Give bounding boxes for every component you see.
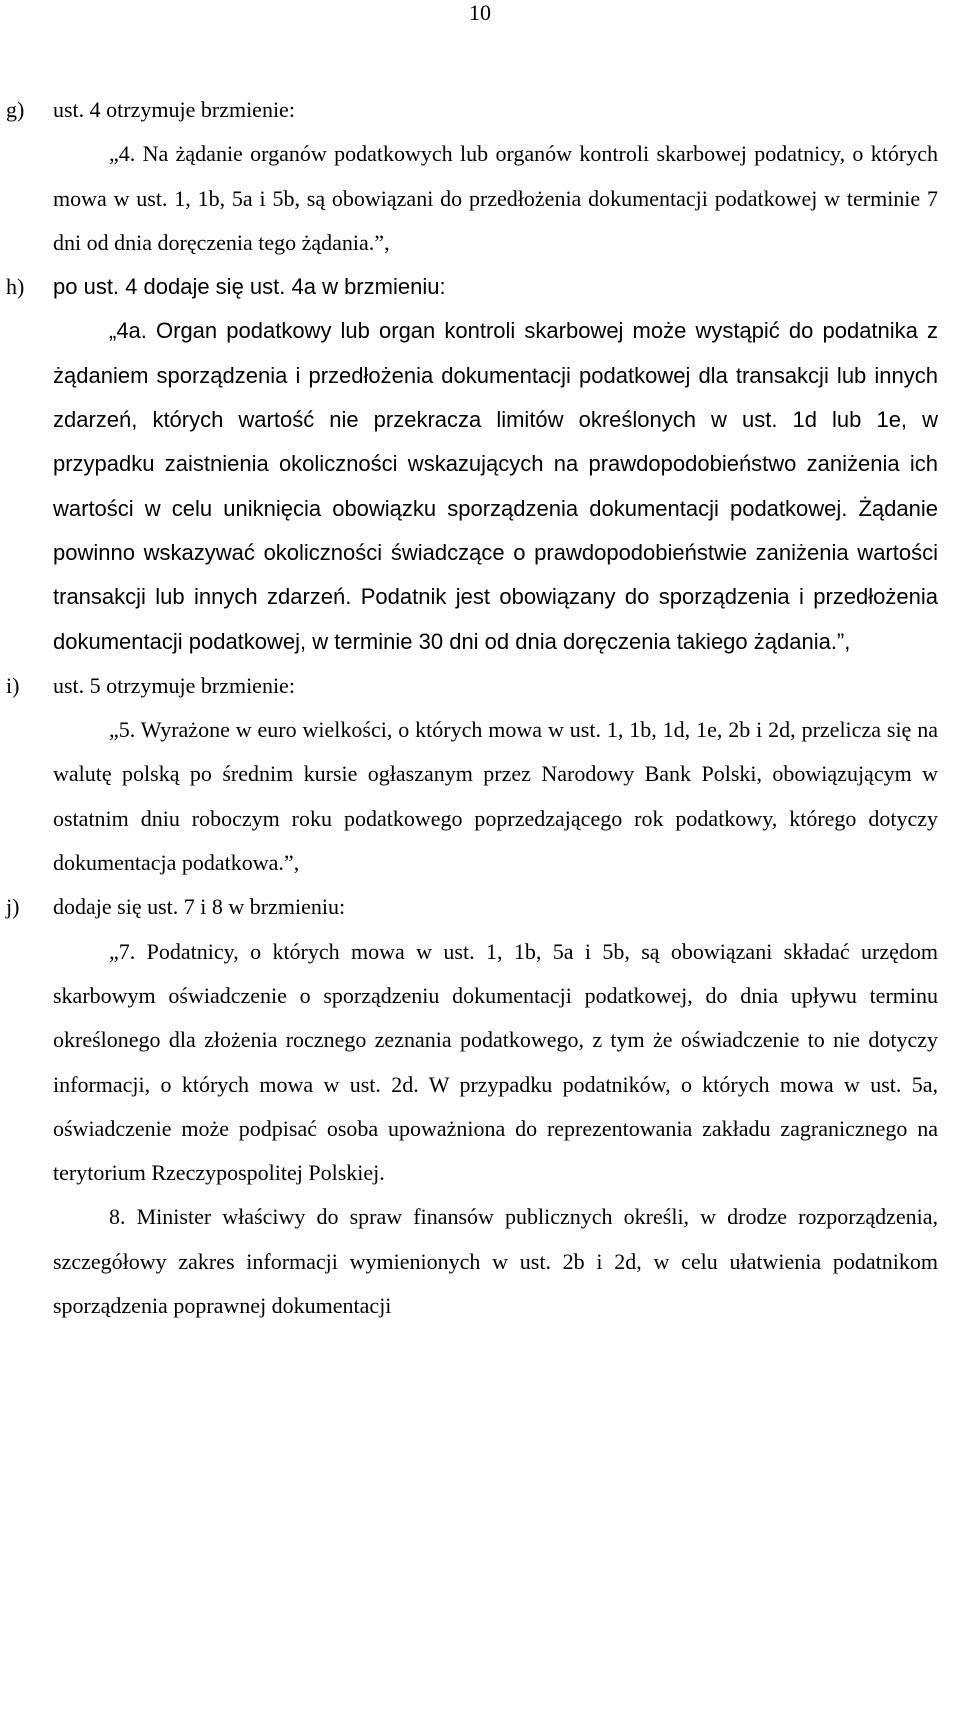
item-marker: i) [6, 672, 20, 698]
quoted-paragraph: „5. Wyrażone w euro wielkości, o których mowa w ust. 1, 1b, 1d, 1e, 2b i 2d, przelicza się na walutę polską po średnim kursie ogłaszanym przez Narodowy Bank Polski, obowiązującym w ostatnim dniu roboczym roku podatkowego poprzedzającego rok podatkowy, którego dotyczy dokumentacja podatkowa.”, [53, 717, 938, 876]
amendment-item-h [0, 265, 960, 664]
document-body [0, 88, 960, 1328]
quoted-paragraph: „4. Na żądanie organów podatkowych lub organów kontroli skarbowej podatnicy, o których mowa w ust. 1, 1b, 5a i 5b, są obowiązani do przedłożenia dokumentacji podatkowej w terminie 7 dni od dnia doręczenia tego żądania.”, [53, 141, 938, 255]
item-intro: ust. 4 otrzymuje brzmienie: [53, 97, 295, 122]
item-marker: h) [6, 274, 25, 300]
quoted-paragraph: „7. Podatnicy, o których mowa w ust. 1, 1b, 5a i 5b, są obowiązani składać urzędom skarbowym oświadczenie o sporządzeniu dokumentacji podatkowej, do dnia upływu terminu określonego dla złożenia rocznego zeznania podatkowego, z tym że oświadczenie to nie dotyczy informacji, o których mowa w ust. 2d. W przypadku podatników, o których mowa w ust. 5a, oświadczenie może podpisać osoba upoważniona do reprezentowania zakładu zagranicznego na terytorium Rzeczypospolitej Polskiej. [53, 938, 938, 1186]
amendment-item-i [0, 664, 960, 885]
quoted-paragraph: 8. Minister właściwy do spraw finansów publicznych określi, w drodze rozporządzenia, szczegółowy zakres informacji wymienionych w ust. 2b i 2d, w celu ułatwienia podatnikom sporządzenia poprawnej dokumentacji [53, 1204, 938, 1319]
item-intro: dodaje się ust. 7 i 8 w brzmieniu: [53, 894, 346, 920]
item-marker: j) [6, 894, 20, 920]
item-intro: po ust. 4 dodaje się ust. 4a w brzmieniu: [53, 274, 446, 300]
amendment-item-g [0, 88, 960, 265]
item-intro: ust. 5 otrzymuje brzmienie: [53, 672, 295, 698]
page-number: 10 [469, 0, 491, 25]
item-marker: g) [6, 97, 25, 122]
quoted-paragraph: „4a. Organ podatkowy lub organ kontroli skarbowej może wystąpić do podatnika z żądaniem sporządzenia i przedłożenia dokumentacji podatkowej dla transakcji lub innych zdarzeń, których wartość nie przekracza limitów określonych w ust. 1d lub 1e, w przypadku zaistnienia okoliczności wskazujących na prawdopodobieństwo zaniżenia ich wartości w celu uniknięcia obowiązku sporządzenia dokumentacji podatkowej. Żądanie powinno wskazywać okoliczności świadczące o prawdopodobieństwie zaniżenia wartości transakcji lub innych zdarzeń. Podatnik jest obowiązany do sporządzenia i przedłożenia dokumentacji podatkowej, w terminie 30 dni od dnia doręczenia takiego żądania.”, [53, 318, 938, 654]
amendment-item-j [0, 885, 960, 1328]
